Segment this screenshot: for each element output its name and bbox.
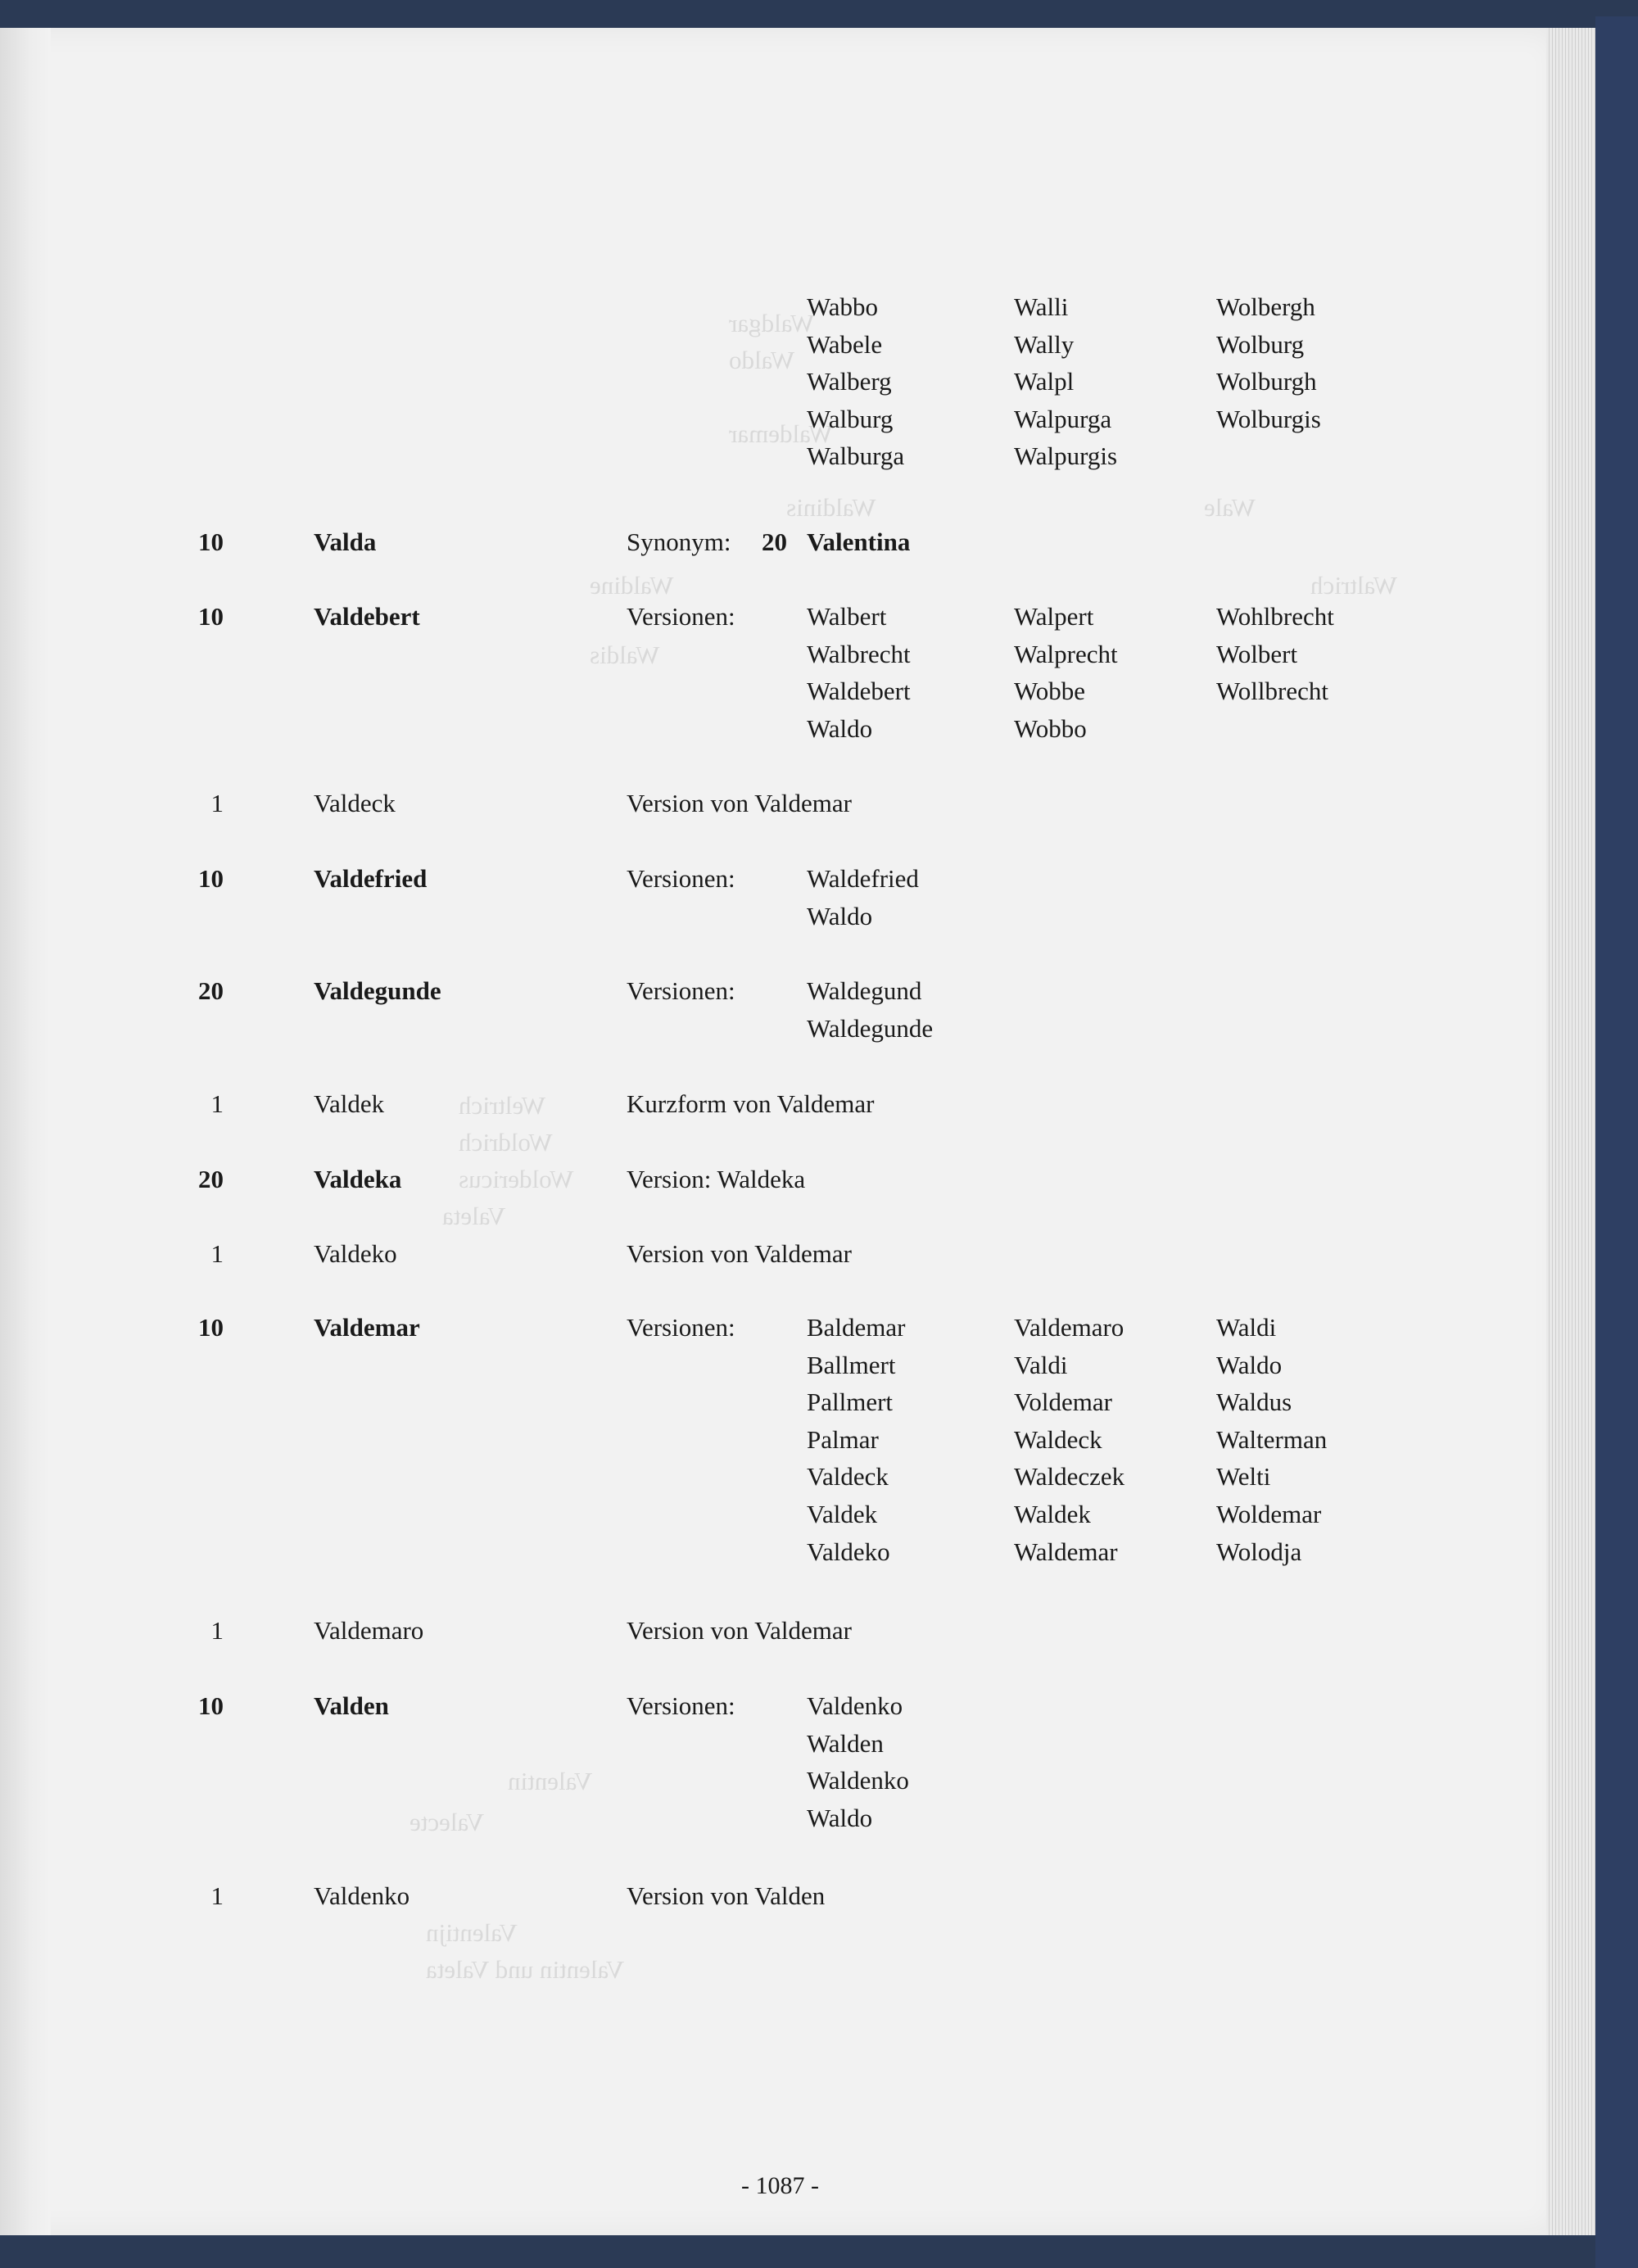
frequency-weight: 1 [210, 789, 224, 817]
entry-name: Valdenko [314, 1881, 410, 1910]
name-variant: Valdenko [807, 1691, 903, 1720]
entry-note: Version von Valdemar [627, 1616, 852, 1645]
name-variant: Voldemar [1014, 1388, 1112, 1417]
name-variant: Walburg [807, 404, 894, 433]
name-variant: Waldo [807, 901, 873, 930]
entry-note: Version von Valdemar [627, 789, 852, 817]
entry-name: Valdeka [314, 1165, 402, 1193]
name-variant: Valdi [1014, 1350, 1068, 1379]
frequency-weight: 10 [198, 864, 224, 893]
name-variant: Walli [1014, 292, 1069, 321]
name-variant: Walden [807, 1728, 884, 1758]
name-variant: Waldegund [807, 976, 922, 1005]
entry-label: Versionen: [627, 1691, 735, 1720]
name-variant: Walpurga [1014, 404, 1112, 433]
name-variant: Valdeko [807, 1537, 890, 1566]
frequency-weight: 10 [198, 527, 224, 556]
frequency-weight: 20 [198, 1165, 224, 1193]
name-variant: Walberg [807, 367, 892, 396]
name-variant: Pallmert [807, 1388, 894, 1417]
entry-name: Valdemar [314, 1313, 420, 1342]
name-variant: Walbert [807, 602, 887, 631]
name-variant: Waldus [1216, 1388, 1292, 1417]
name-variant: Wobbe [1014, 677, 1086, 706]
bleed-through-text: Woldrich [459, 1128, 553, 1157]
entry-note: Version von Valdemar [627, 1239, 852, 1268]
page-edges [1546, 28, 1595, 2235]
name-variant: Waldeck [1014, 1424, 1102, 1454]
name-variant: Wolburg [1216, 329, 1305, 359]
name-variant: Wolbergh [1216, 292, 1315, 321]
name-variant: Waldo [807, 1803, 873, 1832]
frequency-weight: 1 [210, 1616, 224, 1645]
bleed-through-text: Weltrich [459, 1091, 545, 1120]
name-variant: Walterman [1216, 1424, 1328, 1454]
bleed-through-text: Waldemar [729, 419, 833, 448]
name-variant: Wohlbrecht [1216, 602, 1334, 631]
entry-name: Valdefried [314, 864, 428, 893]
name-variant: Waldo [1216, 1350, 1283, 1379]
frequency-weight: 1 [210, 1881, 224, 1910]
bleed-through-text: Valentin [508, 1767, 593, 1795]
book-cover-edge [1595, 16, 1638, 2268]
entry-label: Versionen: [627, 602, 735, 631]
entry-note: Version von Valden [627, 1881, 826, 1910]
entry-name: Valdek [314, 1089, 385, 1118]
entry-label: Synonym: [627, 527, 731, 556]
name-variant: Wabele [807, 329, 883, 359]
name-variant: Walpert [1014, 602, 1094, 631]
entry-name: Valdemaro [314, 1616, 424, 1645]
name-variant: Wollbrecht [1216, 677, 1328, 706]
bleed-through-text: Woldericus [459, 1165, 574, 1193]
bleed-through-text: Valeta [442, 1202, 506, 1230]
name-variant: Wolodja [1216, 1537, 1302, 1566]
bleed-through-text: Valentin und Valeta [426, 1955, 625, 1984]
name-variant: Waldenko [807, 1766, 909, 1795]
name-variant: Walpl [1014, 367, 1075, 396]
entry-label: Versionen: [627, 1313, 735, 1342]
name-variant: Wobbo [1014, 713, 1087, 743]
entry-name: Valdebert [314, 602, 420, 631]
entry-name: Valden [314, 1691, 389, 1720]
name-variant: Ballmert [807, 1350, 896, 1379]
name-variant: Waldo [807, 713, 873, 743]
name-variant: Palmar [807, 1424, 879, 1454]
name-variant: Wabbo [807, 292, 879, 321]
name-variant: Waldeczek [1014, 1462, 1125, 1492]
name-variant: Waldi [1216, 1313, 1277, 1342]
frequency-weight: 10 [198, 1313, 224, 1342]
bleed-through-text: Waldine [590, 571, 674, 600]
name-variant: Baldemar [807, 1313, 906, 1342]
name-variant: Valdemaro [1014, 1313, 1124, 1342]
name-variant: Waldefried [807, 864, 919, 893]
entry-label: Versionen: [627, 976, 735, 1005]
bleed-through-text: Waldis [590, 641, 660, 669]
name-variant: Woldemar [1216, 1500, 1322, 1528]
name-variant: Walbrecht [807, 639, 911, 668]
name-variant: Waldebert [807, 677, 911, 706]
frequency-weight: 1 [210, 1239, 224, 1268]
bleed-through-text: Waldo [729, 346, 795, 374]
entry-name: Valdeko [314, 1239, 397, 1268]
bleed-through-text: Waltrich [1310, 571, 1397, 600]
entry-label: Versionen: [627, 864, 735, 893]
name-variant: Valdeck [807, 1462, 889, 1492]
name-variant: Walprecht [1014, 639, 1118, 668]
page-number: - 1087 - [741, 2172, 819, 2199]
entry-name: Valdeck [314, 789, 396, 817]
name-variant: Walpurgis [1014, 441, 1118, 471]
frequency-weight: 20 [198, 976, 224, 1005]
bleed-through-text: Valentijn [426, 1918, 518, 1947]
name-variant: Waldek [1014, 1500, 1091, 1528]
entry-note: Version: Waldeka [627, 1165, 806, 1193]
frequency-weight: 10 [198, 1691, 224, 1720]
name-variant: Wolburgh [1216, 367, 1317, 396]
frequency-weight: 1 [210, 1089, 224, 1118]
entry-name: Valda [314, 527, 377, 556]
synonym-weight: 20 [762, 527, 787, 556]
name-variant: Wolburgis [1216, 404, 1321, 433]
entry-note: Kurzform von Valdemar [627, 1089, 875, 1118]
name-variant: Valdek [807, 1500, 878, 1528]
name-variant: Welti [1216, 1462, 1271, 1492]
bleed-through-text: Valecte [410, 1808, 485, 1836]
bleed-through-text: Waldinis [786, 493, 876, 522]
name-variant: Wally [1014, 329, 1075, 359]
bleed-through-text: Wale [1204, 493, 1256, 522]
bleed-through-text: Waldgar [729, 309, 815, 337]
name-variant: Wolbert [1216, 639, 1298, 668]
entry-name: Valdegunde [314, 976, 441, 1005]
name-variant: Waldemar [1014, 1537, 1118, 1566]
frequency-weight: 10 [198, 602, 224, 631]
name-variant: Walburga [807, 441, 905, 471]
name-variant: Waldegunde [807, 1013, 934, 1043]
name-variant: Valentina [807, 527, 911, 556]
